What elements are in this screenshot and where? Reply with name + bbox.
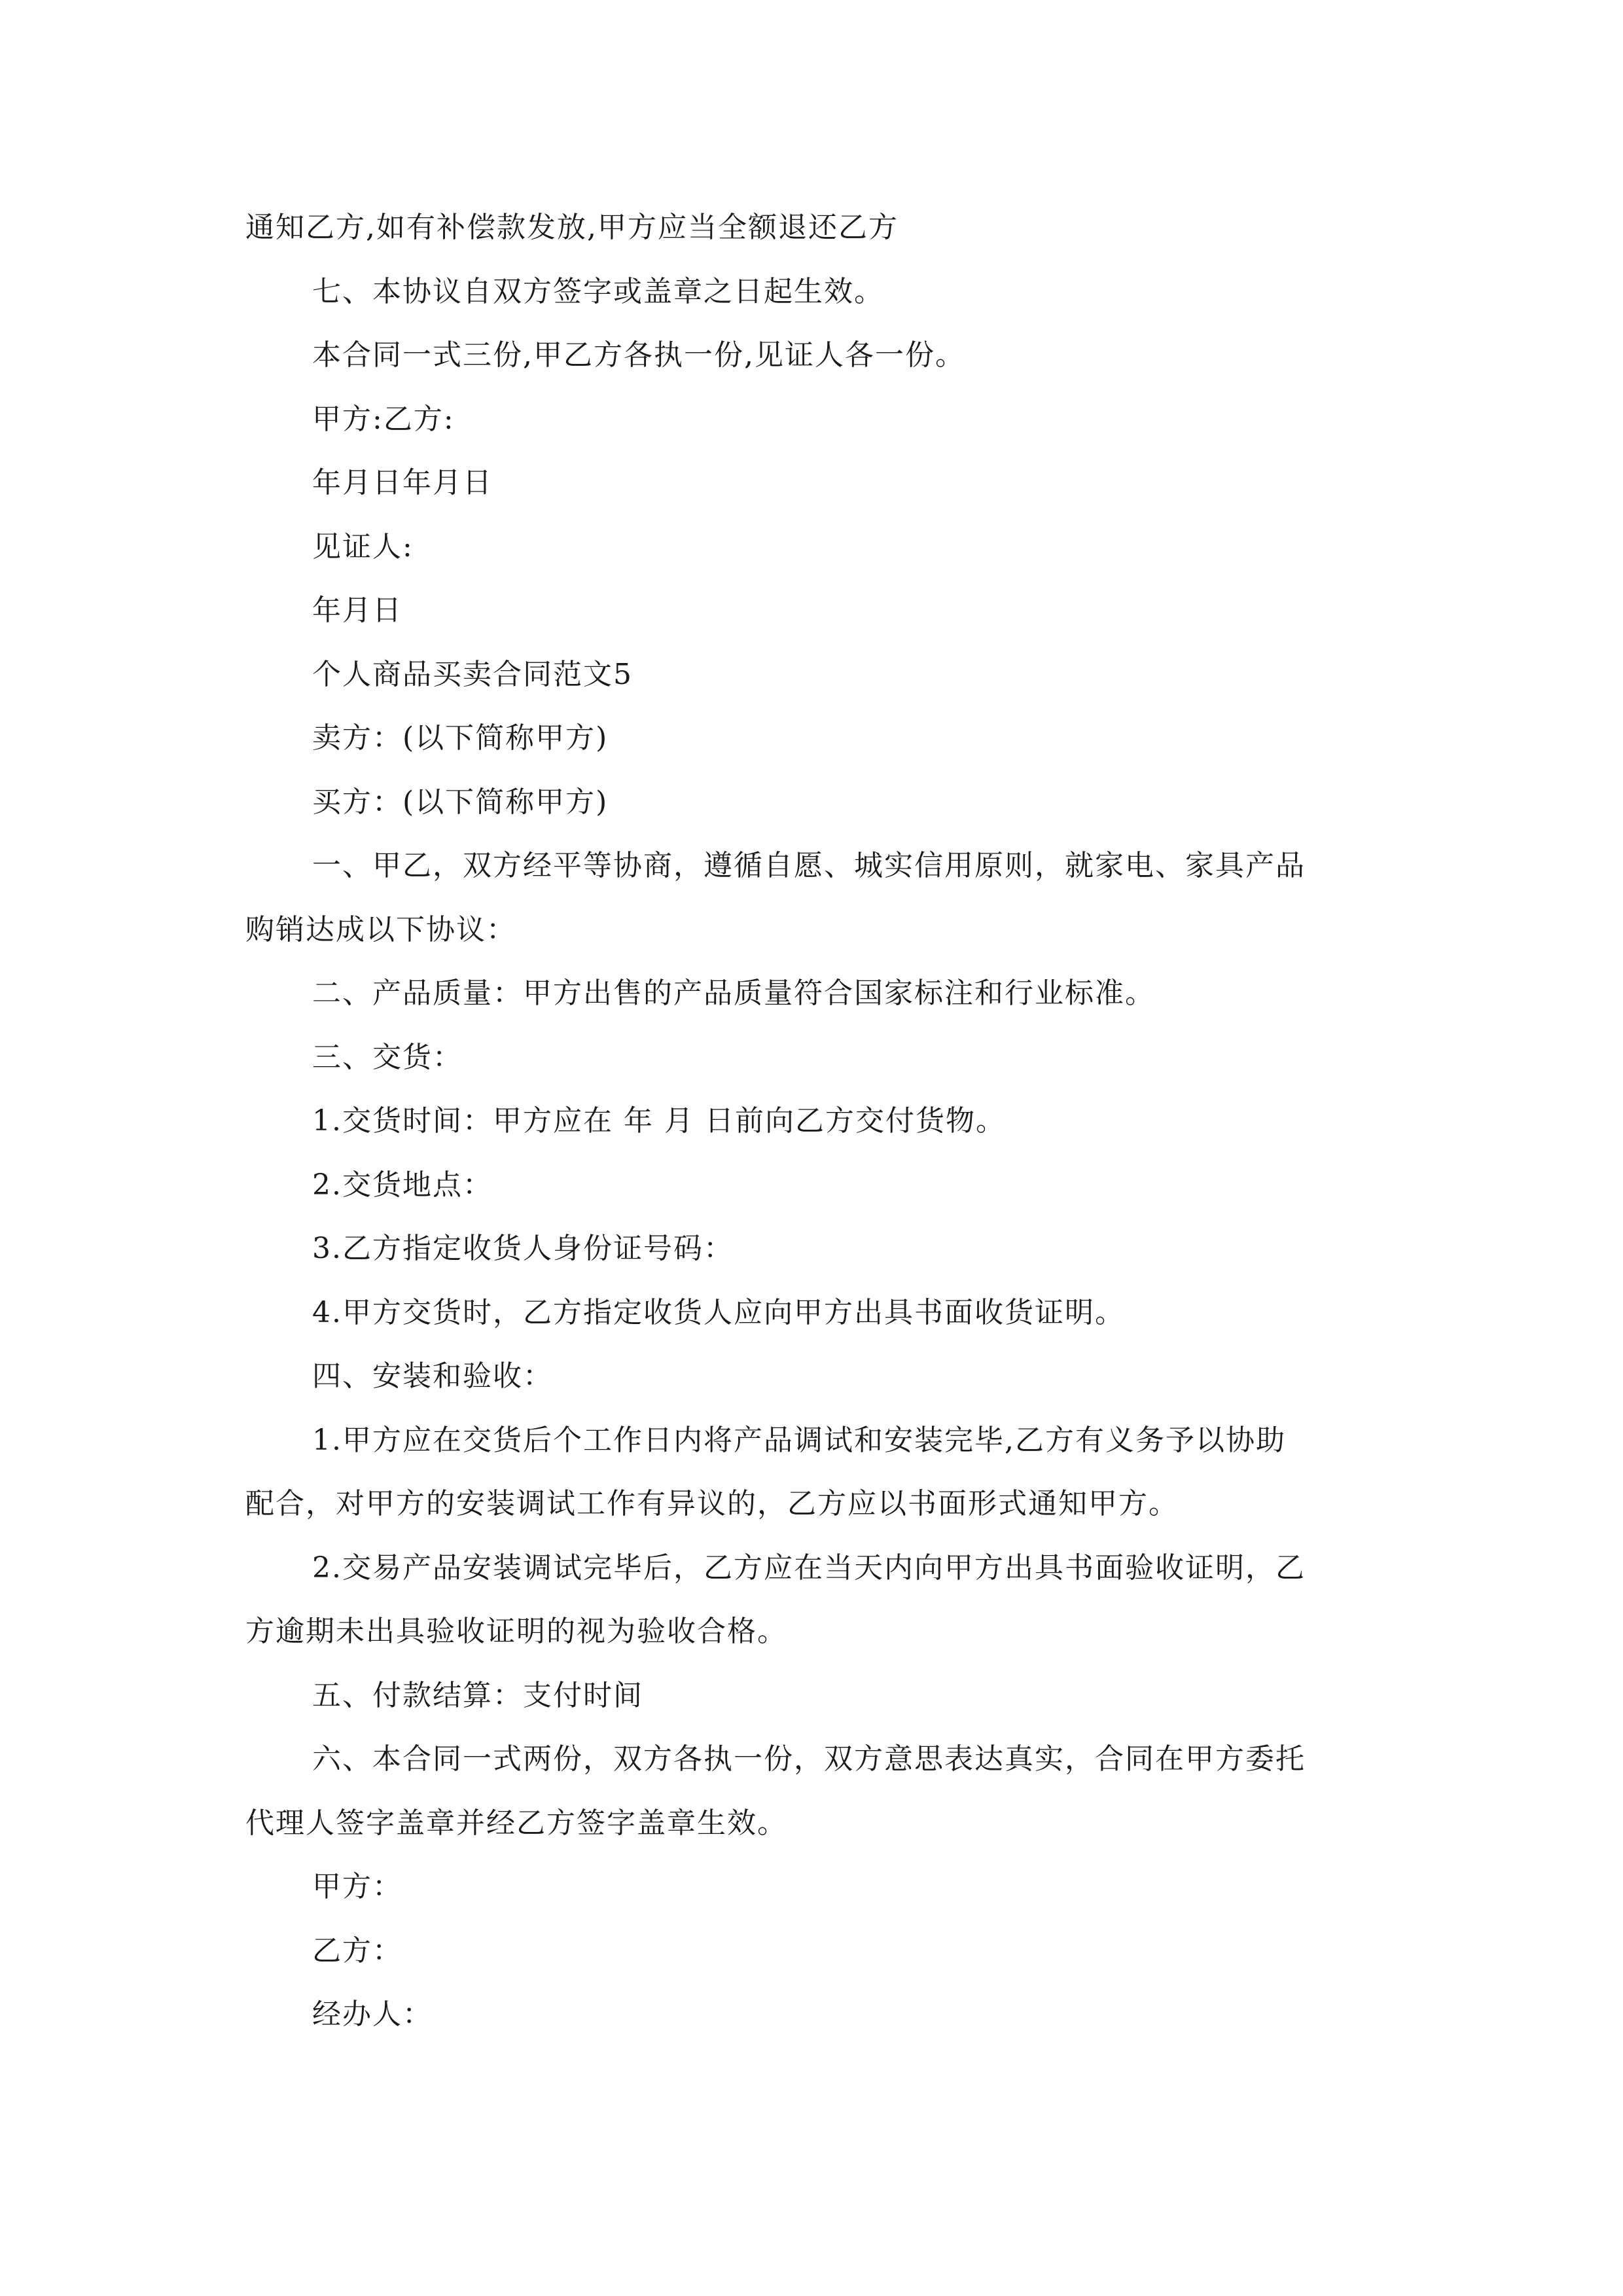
text-line: 经办人：	[312, 1998, 433, 2031]
text-line: 三、交货：	[312, 1041, 463, 1074]
text-line: 1.甲方应在交货后个工作日内将产品调试和安装完毕,乙方有义务予以协助	[312, 1424, 1286, 1457]
text-line: 甲方:乙方:	[312, 403, 455, 436]
text-line: 方逾期未出具验收证明的视为验收合格。	[245, 1615, 787, 1648]
text-line: 年月日	[312, 594, 402, 627]
text-line: 1.交货时间：甲方应在 年 月 日前向乙方交付货物。	[312, 1104, 1006, 1138]
text-line: 通知乙方,如有补偿款发放,甲方应当全额退还乙方	[245, 211, 899, 244]
text-line: 配合，对甲方的安装调试工作有异议的，乙方应以书面形式通知甲方。	[245, 1487, 1179, 1520]
text-line: 一、甲乙，双方经平等协商，遵循自愿、城实信用原则，就家电、家具产品	[312, 849, 1306, 882]
text-line: 2.交易产品安装调试完毕后，乙方应在当天内向甲方出具书面验收证明，乙	[312, 1551, 1306, 1585]
text-line: 3.乙方指定收货人身份证号码：	[312, 1232, 734, 1265]
text-line: 购销达成以下协议：	[245, 913, 516, 946]
text-line: 四、安装和验收：	[312, 1359, 553, 1393]
text-line: 年月日年月日	[312, 466, 493, 499]
text-line: 卖方：(以下简称甲方)	[312, 721, 609, 755]
text-line: 见证人:	[312, 530, 414, 564]
text-line: 二、产品质量：甲方出售的产品质量符合国家标注和行业标准。	[312, 977, 1155, 1010]
text-line: 买方：(以下简称甲方)	[312, 785, 609, 819]
text-line: 4.甲方交货时，乙方指定收货人应向甲方出具书面收货证明。	[312, 1296, 1125, 1329]
text-line: 七、本协议自双方签字或盖章之日起生效。	[312, 275, 884, 308]
text-line: 六、本合同一式两份，双方各执一份，双方意思表达真实，合同在甲方委托	[312, 1742, 1306, 1776]
section-title: 个人商品买卖合同范文5	[312, 658, 633, 691]
text-line: 五、付款结算：支付时间	[312, 1679, 643, 1712]
text-line: 本合同一式三份,甲乙方各执一份,见证人各一份。	[312, 338, 965, 372]
text-line: 2.交货地点：	[312, 1168, 493, 1202]
text-line: 甲方：	[312, 1870, 402, 1903]
text-line: 乙方：	[312, 1934, 402, 1967]
text-line: 代理人签字盖章并经乙方签字盖章生效。	[245, 1806, 787, 1840]
